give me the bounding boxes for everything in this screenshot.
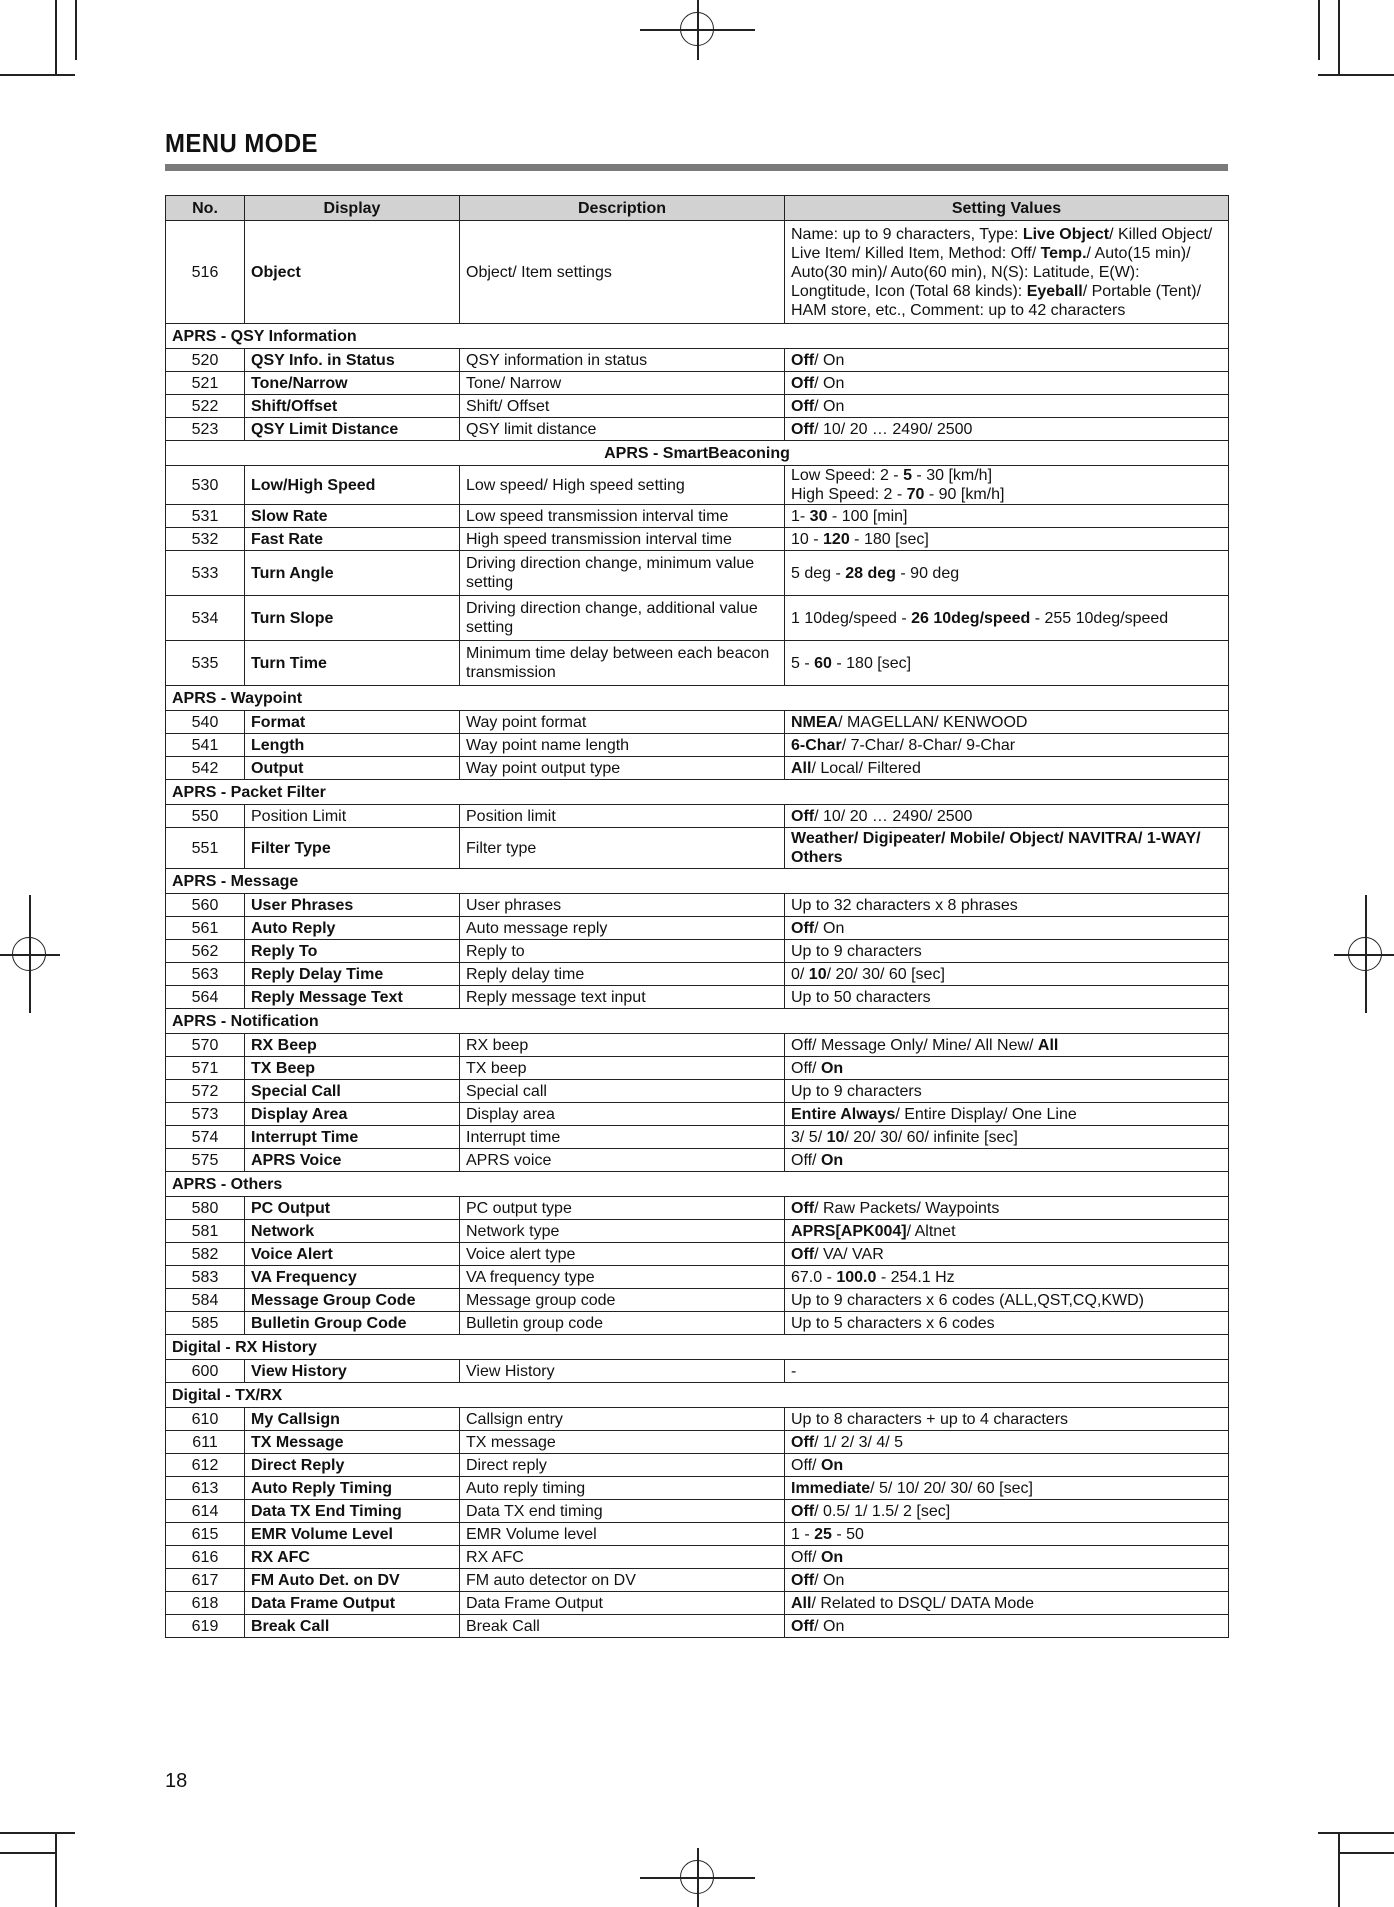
section-label: APRS - QSY Information — [166, 324, 1229, 349]
table-row — [166, 596, 1229, 641]
row-description: Shift/ Offset — [460, 395, 785, 418]
header-setting-values: Setting Values — [785, 196, 1229, 221]
row-display: QSY Limit Distance — [245, 418, 460, 441]
row-number: 516 — [166, 221, 245, 324]
row-number: 533 — [166, 551, 245, 596]
page-title: MENU MODE — [165, 128, 318, 158]
section-row — [166, 1172, 1229, 1197]
section-label: APRS - Notification — [166, 1009, 1229, 1034]
row-description: TX beep — [460, 1057, 785, 1080]
row-display: Fast Rate — [245, 528, 460, 551]
row-description: APRS voice — [460, 1149, 785, 1172]
row-display: Turn Angle — [245, 551, 460, 596]
row-setting-values: Off/ On — [785, 349, 1229, 372]
row-number: 583 — [166, 1266, 245, 1289]
row-number: 619 — [166, 1615, 245, 1638]
section-label: APRS - Waypoint — [166, 686, 1229, 711]
row-display: Reply Delay Time — [245, 963, 460, 986]
row-display: Display Area — [245, 1103, 460, 1126]
row-number: 617 — [166, 1569, 245, 1592]
row-description: RX beep — [460, 1034, 785, 1057]
table-row — [166, 1431, 1229, 1454]
table-row — [166, 711, 1229, 734]
section-row — [166, 869, 1229, 894]
row-display: Special Call — [245, 1080, 460, 1103]
row-number: 600 — [166, 1360, 245, 1383]
row-description: Special call — [460, 1080, 785, 1103]
row-setting-values: 5 deg - 28 deg - 90 deg — [785, 551, 1229, 596]
table-row — [166, 757, 1229, 780]
row-setting-values: 3/ 5/ 10/ 20/ 30/ 60/ infinite [sec] — [785, 1126, 1229, 1149]
row-display: Low/High Speed — [245, 466, 460, 505]
row-number: 564 — [166, 986, 245, 1009]
table-body — [166, 221, 1229, 1638]
row-number: 615 — [166, 1523, 245, 1546]
row-setting-values: 0/ 10/ 20/ 30/ 60 [sec] — [785, 963, 1229, 986]
table-row — [166, 418, 1229, 441]
table-row — [166, 1408, 1229, 1431]
row-number: 522 — [166, 395, 245, 418]
row-display: Auto Reply Timing — [245, 1477, 460, 1500]
row-description: Direct reply — [460, 1454, 785, 1477]
section-row — [166, 324, 1229, 349]
row-number: 570 — [166, 1034, 245, 1057]
table-row — [166, 349, 1229, 372]
row-setting-values: Up to 50 characters — [785, 986, 1229, 1009]
table-row — [166, 372, 1229, 395]
row-number: 612 — [166, 1454, 245, 1477]
row-setting-values: Up to 5 characters x 6 codes — [785, 1312, 1229, 1335]
row-setting-values: Off/ 1/ 2/ 3/ 4/ 5 — [785, 1431, 1229, 1454]
table-row — [166, 805, 1229, 828]
table-row — [166, 466, 1229, 505]
row-display: Turn Time — [245, 641, 460, 686]
row-number: 585 — [166, 1312, 245, 1335]
row-description: Network type — [460, 1220, 785, 1243]
row-setting-values: Off/ On — [785, 395, 1229, 418]
table-header-row — [166, 196, 1229, 221]
row-display: Filter Type — [245, 828, 460, 869]
row-description: Object/ Item settings — [460, 221, 785, 324]
row-setting-values: 10 - 120 - 180 [sec] — [785, 528, 1229, 551]
row-display: TX Beep — [245, 1057, 460, 1080]
table-row — [166, 986, 1229, 1009]
row-display: Turn Slope — [245, 596, 460, 641]
row-description: User phrases — [460, 894, 785, 917]
row-setting-values: Off/ VA/ VAR — [785, 1243, 1229, 1266]
row-display: Length — [245, 734, 460, 757]
row-setting-values: Up to 9 characters — [785, 1080, 1229, 1103]
section-row — [166, 780, 1229, 805]
row-setting-values: 1 - 25 - 50 — [785, 1523, 1229, 1546]
row-description: Low speed/ High speed setting — [460, 466, 785, 505]
row-display: Object — [245, 221, 460, 324]
table-row — [166, 1266, 1229, 1289]
row-number: 582 — [166, 1243, 245, 1266]
row-setting-values: 6-Char/ 7-Char/ 8-Char/ 9-Char — [785, 734, 1229, 757]
row-number: 523 — [166, 418, 245, 441]
row-number: 574 — [166, 1126, 245, 1149]
row-number: 521 — [166, 372, 245, 395]
row-setting-values: 1- 30 - 100 [min] — [785, 505, 1229, 528]
row-number: 532 — [166, 528, 245, 551]
row-display: RX AFC — [245, 1546, 460, 1569]
row-setting-values: Off/ Raw Packets/ Waypoints — [785, 1197, 1229, 1220]
row-display: QSY Info. in Status — [245, 349, 460, 372]
row-description: Driving direction change, minimum value setting — [460, 551, 785, 596]
row-description: Filter type — [460, 828, 785, 869]
row-description: Low speed transmission interval time — [460, 505, 785, 528]
row-description: Auto message reply — [460, 917, 785, 940]
row-display: Tone/Narrow — [245, 372, 460, 395]
row-description: EMR Volume level — [460, 1523, 785, 1546]
row-number: 580 — [166, 1197, 245, 1220]
table-row — [166, 1057, 1229, 1080]
row-display: Position Limit — [245, 805, 460, 828]
section-row — [166, 1335, 1229, 1360]
table-row — [166, 1220, 1229, 1243]
section-label: Digital - TX/RX — [166, 1383, 1229, 1408]
table-row — [166, 1615, 1229, 1638]
row-description: Way point name length — [460, 734, 785, 757]
row-setting-values: Off/ On — [785, 1454, 1229, 1477]
row-setting-values: Off/ On — [785, 1546, 1229, 1569]
row-setting-values: All/ Related to DSQL/ DATA Mode — [785, 1592, 1229, 1615]
row-display: Network — [245, 1220, 460, 1243]
row-number: 618 — [166, 1592, 245, 1615]
row-number: 571 — [166, 1057, 245, 1080]
row-setting-values: Low Speed: 2 - 5 - 30 [km/h] High Speed: 2 - 70 - 90 [km/h] — [785, 466, 1229, 505]
page-number: 18 — [165, 1770, 188, 1792]
row-display: Format — [245, 711, 460, 734]
row-setting-values: Immediate/ 5/ 10/ 20/ 30/ 60 [sec] — [785, 1477, 1229, 1500]
table-row — [166, 1360, 1229, 1383]
row-display: Reply Message Text — [245, 986, 460, 1009]
row-display: VA Frequency — [245, 1266, 460, 1289]
table-row — [166, 1454, 1229, 1477]
row-setting-values: Off/ 0.5/ 1/ 1.5/ 2 [sec] — [785, 1500, 1229, 1523]
row-description: RX AFC — [460, 1546, 785, 1569]
row-description: Way point format — [460, 711, 785, 734]
row-description: Reply delay time — [460, 963, 785, 986]
row-number: 550 — [166, 805, 245, 828]
row-setting-values: Off/ On — [785, 1149, 1229, 1172]
row-display: Message Group Code — [245, 1289, 460, 1312]
row-number: 534 — [166, 596, 245, 641]
title-rule — [165, 164, 1228, 171]
row-number: 530 — [166, 466, 245, 505]
row-number: 610 — [166, 1408, 245, 1431]
row-display: Reply To — [245, 940, 460, 963]
row-number: 560 — [166, 894, 245, 917]
row-number: 613 — [166, 1477, 245, 1500]
row-setting-values: - — [785, 1360, 1229, 1383]
row-description: QSY limit distance — [460, 418, 785, 441]
row-description: Position limit — [460, 805, 785, 828]
row-setting-values: Off/ 10/ 20 … 2490/ 2500 — [785, 805, 1229, 828]
table-row — [166, 1312, 1229, 1335]
section-row — [166, 441, 1229, 466]
row-setting-values: Name: up to 9 characters, Type: Live Object/ Killed Object/ Live Item/ Killed Item, Method: Off/ Temp./ Auto(15 min)/ Auto(30 min)/ Auto(60 min), N(S): Latitude, E(W): Longtitude, Icon (Total 68 kinds): Eyeball/ Portable (Tent)/ HAM store, etc., Comment: up to 42 characters — [785, 221, 1229, 324]
row-display: User Phrases — [245, 894, 460, 917]
table-row — [166, 894, 1229, 917]
row-display: EMR Volume Level — [245, 1523, 460, 1546]
table-row — [166, 917, 1229, 940]
table-row — [166, 505, 1229, 528]
row-number: 540 — [166, 711, 245, 734]
row-display: Data Frame Output — [245, 1592, 460, 1615]
row-number: 562 — [166, 940, 245, 963]
row-display: PC Output — [245, 1197, 460, 1220]
table-row — [166, 395, 1229, 418]
row-description: QSY information in status — [460, 349, 785, 372]
row-number: 563 — [166, 963, 245, 986]
row-setting-values: Off/ Message Only/ Mine/ All New/ All — [785, 1034, 1229, 1057]
row-display: View History — [245, 1360, 460, 1383]
row-description: Break Call — [460, 1615, 785, 1638]
row-description: Data Frame Output — [460, 1592, 785, 1615]
table-row — [166, 1243, 1229, 1266]
row-description: Data TX end timing — [460, 1500, 785, 1523]
menu-table — [165, 195, 1229, 1638]
row-setting-values: 1 10deg/speed - 26 10deg/speed - 255 10deg/speed — [785, 596, 1229, 641]
row-number: 561 — [166, 917, 245, 940]
row-setting-values: Up to 9 characters — [785, 940, 1229, 963]
row-display: Shift/Offset — [245, 395, 460, 418]
table-row — [166, 1592, 1229, 1615]
table-row — [166, 1034, 1229, 1057]
row-setting-values: Weather/ Digipeater/ Mobile/ Object/ NAVITRA/ 1-WAY/ Others — [785, 828, 1229, 869]
row-display: APRS Voice — [245, 1149, 460, 1172]
row-display: Voice Alert — [245, 1243, 460, 1266]
row-setting-values: Off/ On — [785, 1615, 1229, 1638]
row-display: RX Beep — [245, 1034, 460, 1057]
row-description: Callsign entry — [460, 1408, 785, 1431]
table-row — [166, 1197, 1229, 1220]
table-row — [166, 1523, 1229, 1546]
section-label: Digital - RX History — [166, 1335, 1229, 1360]
table-row — [166, 828, 1229, 869]
row-display: Output — [245, 757, 460, 780]
row-description: Tone/ Narrow — [460, 372, 785, 395]
row-description: View History — [460, 1360, 785, 1383]
row-number: 551 — [166, 828, 245, 869]
row-setting-values: Up to 9 characters x 6 codes (ALL,QST,CQ,KWD) — [785, 1289, 1229, 1312]
row-setting-values: Off/ 10/ 20 … 2490/ 2500 — [785, 418, 1229, 441]
table-row — [166, 1126, 1229, 1149]
row-description: VA frequency type — [460, 1266, 785, 1289]
table-row — [166, 528, 1229, 551]
table-row — [166, 1080, 1229, 1103]
table-row — [166, 1569, 1229, 1592]
section-label: APRS - Message — [166, 869, 1229, 894]
table-row — [166, 1500, 1229, 1523]
row-description: PC output type — [460, 1197, 785, 1220]
row-description: Display area — [460, 1103, 785, 1126]
row-setting-values: Off/ On — [785, 1569, 1229, 1592]
row-number: 614 — [166, 1500, 245, 1523]
row-description: Reply to — [460, 940, 785, 963]
row-display: Direct Reply — [245, 1454, 460, 1477]
row-display: Data TX End Timing — [245, 1500, 460, 1523]
row-number: 611 — [166, 1431, 245, 1454]
row-setting-values: Off/ On — [785, 1057, 1229, 1080]
row-number: 616 — [166, 1546, 245, 1569]
row-description: Message group code — [460, 1289, 785, 1312]
row-number: 542 — [166, 757, 245, 780]
table-row — [166, 940, 1229, 963]
table-row — [166, 551, 1229, 596]
row-setting-values: Off/ On — [785, 372, 1229, 395]
row-description: Voice alert type — [460, 1243, 785, 1266]
row-description: FM auto detector on DV — [460, 1569, 785, 1592]
table-row — [166, 1546, 1229, 1569]
row-setting-values: Entire Always/ Entire Display/ One Line — [785, 1103, 1229, 1126]
row-description: Driving direction change, additional value setting — [460, 596, 785, 641]
row-number: 520 — [166, 349, 245, 372]
row-description: TX message — [460, 1431, 785, 1454]
table-row — [166, 641, 1229, 686]
row-number: 541 — [166, 734, 245, 757]
row-setting-values: 5 - 60 - 180 [sec] — [785, 641, 1229, 686]
row-description: Interrupt time — [460, 1126, 785, 1149]
row-description: Minimum time delay between each beacon transmission — [460, 641, 785, 686]
table-row — [166, 221, 1229, 324]
table-row — [166, 963, 1229, 986]
table-row — [166, 734, 1229, 757]
row-display: Interrupt Time — [245, 1126, 460, 1149]
row-display: My Callsign — [245, 1408, 460, 1431]
row-setting-values: APRS[APK004]/ Altnet — [785, 1220, 1229, 1243]
section-label: APRS - SmartBeaconing — [166, 441, 1229, 466]
table-row — [166, 1103, 1229, 1126]
row-display: Bulletin Group Code — [245, 1312, 460, 1335]
row-setting-values: Up to 32 characters x 8 phrases — [785, 894, 1229, 917]
row-description: High speed transmission interval time — [460, 528, 785, 551]
row-description: Auto reply timing — [460, 1477, 785, 1500]
row-description: Reply message text input — [460, 986, 785, 1009]
section-label: APRS - Others — [166, 1172, 1229, 1197]
row-setting-values: 67.0 - 100.0 - 254.1 Hz — [785, 1266, 1229, 1289]
section-row — [166, 1009, 1229, 1034]
row-number: 581 — [166, 1220, 245, 1243]
row-number: 535 — [166, 641, 245, 686]
row-number: 572 — [166, 1080, 245, 1103]
row-display: Auto Reply — [245, 917, 460, 940]
row-description: Bulletin group code — [460, 1312, 785, 1335]
row-number: 584 — [166, 1289, 245, 1312]
table-row — [166, 1289, 1229, 1312]
row-setting-values: NMEA/ MAGELLAN/ KENWOOD — [785, 711, 1229, 734]
header-display: Display — [245, 196, 460, 221]
row-display: Slow Rate — [245, 505, 460, 528]
row-setting-values: Off/ On — [785, 917, 1229, 940]
section-label: APRS - Packet Filter — [166, 780, 1229, 805]
row-display: TX Message — [245, 1431, 460, 1454]
section-row — [166, 1383, 1229, 1408]
row-setting-values: All/ Local/ Filtered — [785, 757, 1229, 780]
row-display: FM Auto Det. on DV — [245, 1569, 460, 1592]
row-number: 531 — [166, 505, 245, 528]
table-row — [166, 1149, 1229, 1172]
header-description: Description — [460, 196, 785, 221]
row-number: 573 — [166, 1103, 245, 1126]
row-setting-values: Up to 8 characters + up to 4 characters — [785, 1408, 1229, 1431]
table-row — [166, 1477, 1229, 1500]
row-description: Way point output type — [460, 757, 785, 780]
row-number: 575 — [166, 1149, 245, 1172]
header-no: No. — [166, 196, 245, 221]
row-display: Break Call — [245, 1615, 460, 1638]
section-row — [166, 686, 1229, 711]
